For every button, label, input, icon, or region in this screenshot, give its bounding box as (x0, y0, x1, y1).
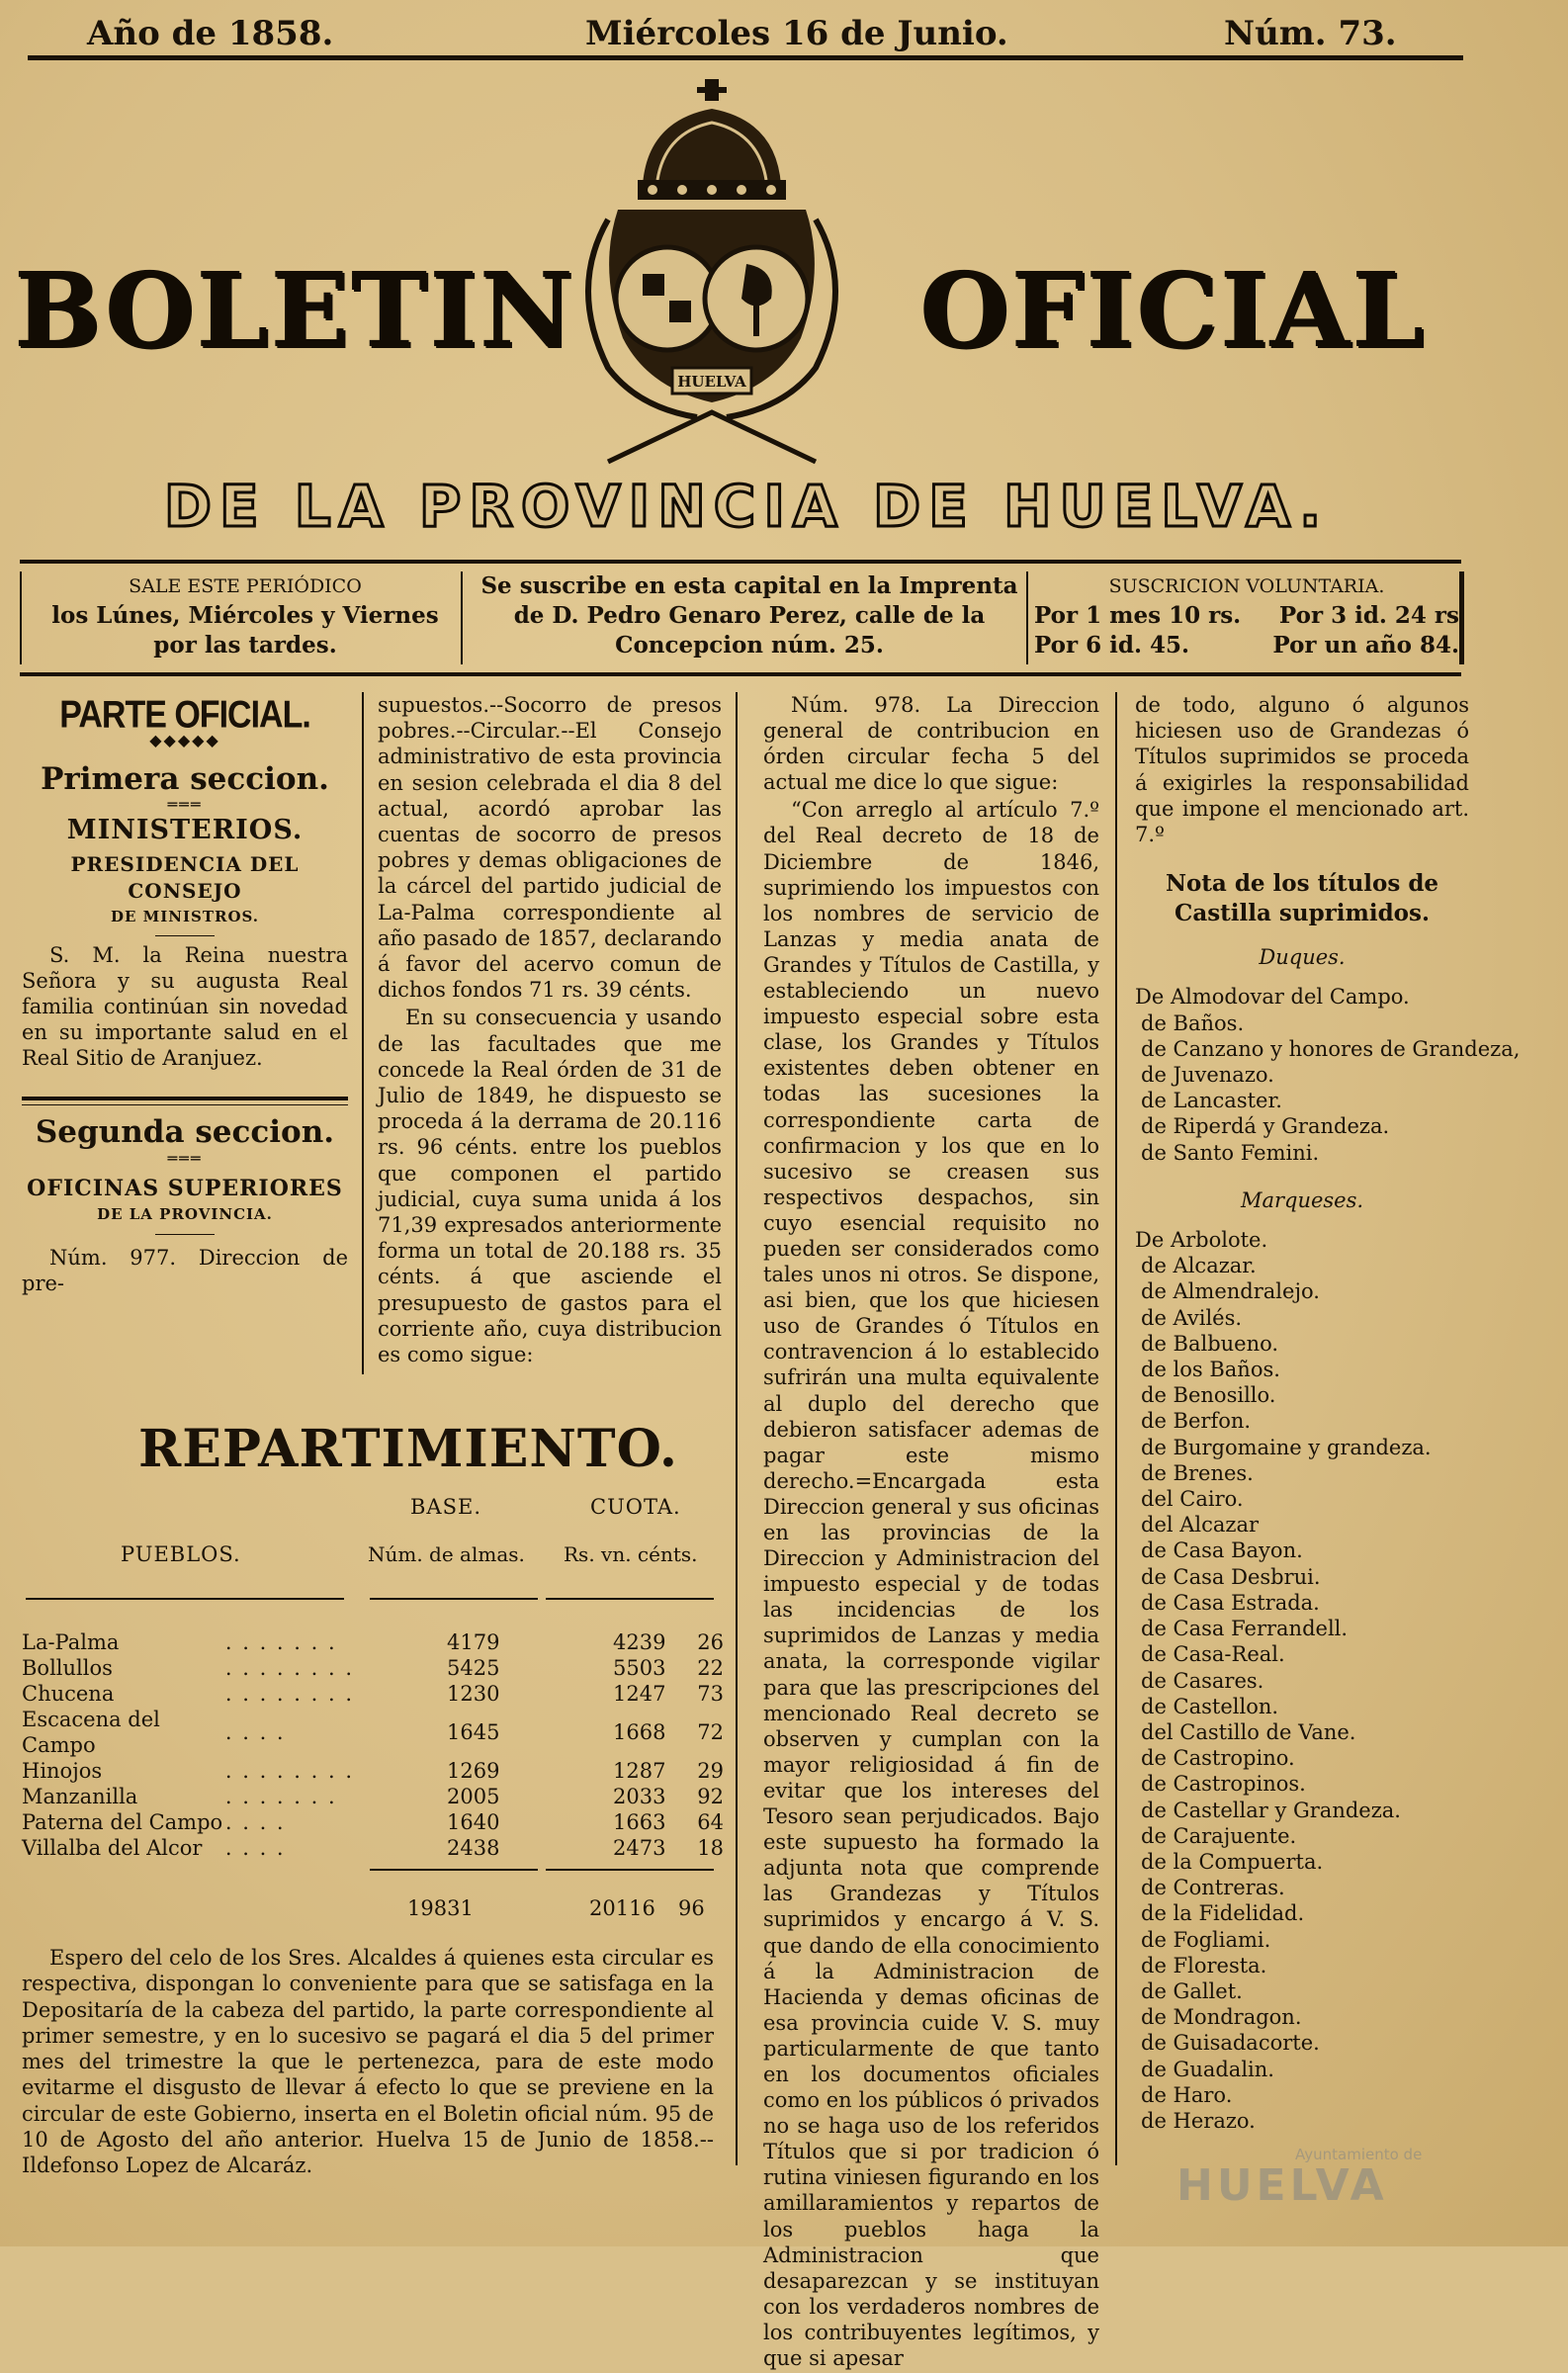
list-item: de Canzano y honores de Grandeza, (1141, 1036, 1521, 1061)
table-row (22, 1707, 724, 1758)
num-978-paragraph: Núm. 978. La Direccion general de contribucion en órden circular fecha 5 del actual me dice lo que sigue: (763, 693, 1099, 795)
duques-list (1135, 984, 1521, 1165)
base-header: BASE. (410, 1495, 481, 1519)
oficinas-heading: OFICINAS SUPERIORES (27, 1175, 343, 1201)
cell-rs: 5503 (613, 1656, 666, 1680)
list-item: de Castropino. (1141, 1746, 1295, 1771)
list-item: de Santo Femini. (1141, 1140, 1320, 1165)
list-item: De Arbolote. (1135, 1228, 1268, 1253)
repartimiento-heading: REPARTIMIENTO. (138, 1419, 678, 1479)
rs-header: Rs. vn. cénts. (564, 1542, 698, 1566)
cell-rs: 1663 (613, 1810, 666, 1834)
coat-of-arms-emblem (549, 71, 875, 467)
header-rule (28, 55, 1463, 60)
subscription-prices: SUSCRICION VOLUNTARIA. Por 1 mes 10 rs. Por 3 id. 24 rs Por 6 id. 45. Por un año 84. (1034, 575, 1459, 659)
list-item: de Castellon. (1141, 1694, 1279, 1718)
cell-cents: 73 (697, 1682, 724, 1706)
list-item: de Casa Bayon. (1141, 1538, 1303, 1563)
cell-cents: 26 (697, 1630, 724, 1654)
list-item: de Balbueno. (1141, 1331, 1279, 1356)
list-item: de Herazo. (1141, 2108, 1256, 2133)
table-row (22, 1681, 724, 1707)
column-3 (763, 692, 1099, 2373)
issue-date: Miércoles 16 de Junio. (585, 14, 1008, 53)
responsibility-paragraph: de todo, alguno ó algunos hiciesen uso de Grandezas ó Títulos suprimidos se proceda á exigirles la responsabilidad que impone el mencionado art. 7.º (1135, 693, 1469, 847)
masthead-subtitle: DE LA PROVINCIA DE HUELVA. (163, 473, 1330, 540)
publication-schedule: SALE ESTE PERIÓDICO los Lúnes, Miércoles y Viernes por las tardes. (51, 575, 439, 659)
list-item: de Berfon. (1141, 1409, 1252, 1434)
table-row (22, 1835, 724, 1861)
cell-cents: 18 (697, 1836, 724, 1860)
subscription-address: Se suscribe en esta capital en la Imprenta de D. Pedro Genaro Perez, calle de la Concepcion núm. 25. (480, 572, 1018, 659)
cell-rs: 1287 (613, 1759, 666, 1783)
list-item: de Riperdá y Grandeza. (1141, 1114, 1390, 1139)
cell-pueblo: Bollullos (22, 1656, 113, 1680)
list-item: de Juvenazo. (1141, 1063, 1274, 1088)
total-cents: 96 (678, 1896, 705, 1920)
list-item: del Castillo de Vane. (1141, 1719, 1356, 1744)
masthead-left: BOLETIN (14, 249, 575, 371)
list-item: del Alcazar (1141, 1513, 1260, 1538)
list-item: de Benosillo. (1141, 1383, 1276, 1408)
column-2 (378, 692, 722, 1369)
list-item: de Casa Estrada. (1141, 1590, 1320, 1615)
issue-year: Año de 1858. (87, 14, 334, 53)
list-item: De Almodovar del Campo. (1135, 985, 1410, 1010)
cell-dots: . . . . (224, 1836, 286, 1860)
cell-almas: 5425 (447, 1656, 500, 1680)
list-item: de Brenes. (1141, 1460, 1254, 1485)
list-item: de Guadalin. (1141, 2057, 1274, 2081)
pueblos-header: PUEBLOS. (121, 1542, 241, 1566)
cell-cents: 64 (697, 1810, 724, 1834)
cell-rs: 2473 (613, 1836, 666, 1860)
cell-dots: . . . . . . . . (224, 1656, 355, 1680)
list-item: de Contreras. (1141, 1876, 1285, 1900)
cell-almas: 1645 (447, 1720, 500, 1744)
issue-number: Núm. 73. (1224, 14, 1397, 53)
marqueses-list (1135, 1227, 1469, 2134)
list-item: de Casa-Real. (1141, 1642, 1285, 1667)
closing-paragraph: Espero del celo de los Sres. Alcaldes á quienes esta circular es respectiva, dispongan lo conveniente para que se satisfaga en la Depositaría de la cabeza del partido, la parte correspondiente al primer semestre, y en lo sucesivo se pagará el dia 5 del primer mes del trimestre la que le pertenezca, para de este modo evitarme el disgusto de llevar á efecto lo que se previene en la circular de este Gobierno, inserta en el Boletin oficial núm. 95 de 10 de Agosto del año anterior. Huelva 15 de Junio de 1858.--Ildefonso Lopez de Alcaráz. (22, 1946, 714, 2178)
ministerios-heading: MINISTERIOS. (66, 815, 304, 846)
list-item: de Alcazar. (1141, 1254, 1257, 1278)
cell-cents: 72 (697, 1720, 724, 1744)
primera-seccion-heading: Primera seccion. (41, 760, 329, 797)
table-row (22, 1655, 724, 1681)
cell-almas: 4179 (447, 1630, 500, 1654)
decree-paragraph: “Con arreglo al artículo 7.º del Real decreto de 18 de Diciembre de 1846, suprimiendo los impuestos con los nombres de servicio de Lanzas y media anata de Grandes y Títulos de Castilla, y estableciendo un nuevo impuesto especial sobre esta clase, los Grandes y Títulos existentes deben obtener en todas las sucesiones la correspondiente carta de confirmacion y los que en lo sucesivo se creasen sus respectivos despachos, sin cuyo esencial requisito no pueden ser considerados como tales unos ni otros. Se dispone, asi bien, que los que hiciesen uso de Grandes ó Títulos en contravencion á lo establecido sufrirán una multa equivalente al duplo del derecho que debieron satisfacer ademas de pagar este mismo derecho.=Encargada esta Direccion general y sus oficinas en las provincias de la Direccion y Administracion del impuesto especial y de todas las incidencias de los suprimidos de Lanzas y media anata, la corresponde vigilar para que las prescripciones del mencionado Real decreto se observen y cumplan con la mayor religiosidad á fin de evitar que los intereses del Tesoro sean perjudicados. Bajo este supuesto ha formado la adjunta nota que comprende las Grandezas y Títulos suprimidos y encargo á V. S. que dando de ella conocimiento á la Administracion de Hacienda y demas oficinas de esa provincia cuide V. S. muy particularmente de que tanto en los documentos oficiales como en los públicos ó privados no se haga uso de los referidos Títulos que si por tradicion ó rutina viniesen figurando en los amillaramientos y repartos de los pueblos haga la Administracion que desaparezcan y se instituyan con los verdaderos nombres de los contribuyentes legítimos, y que si apesar (763, 798, 1099, 2370)
marqueses-heading: Marqueses. (1240, 1187, 1364, 1212)
list-item: de Casa Ferrandell. (1141, 1617, 1349, 1641)
duques-heading: Duques. (1259, 945, 1346, 970)
cell-cents: 22 (697, 1656, 724, 1680)
reina-notice: S. M. la Reina nuestra Señora y su augusta Real familia continúan sin novedad en su importante salud en el Real Sitio de Aranjuez. (22, 943, 348, 1071)
total-almas: 19831 (407, 1896, 474, 1920)
list-item: de Burgomaine y grandeza. (1141, 1435, 1432, 1459)
list-item: de Fogliami. (1141, 1927, 1271, 1952)
segunda-seccion-heading: Segunda seccion. (35, 1114, 335, 1151)
cell-almas: 2438 (447, 1836, 500, 1860)
closing-paragraph-block (22, 1945, 714, 2181)
cuota-header: CUOTA. (590, 1495, 681, 1519)
list-item: de Avilés. (1141, 1305, 1243, 1330)
table-row (22, 1758, 724, 1784)
list-item: de Mondragon. (1141, 2005, 1302, 2030)
cell-pueblo: Paterna del Campo (22, 1810, 223, 1834)
cell-rs: 4239 (613, 1630, 666, 1654)
watermark-caption: Ayuntamiento de (1295, 2146, 1423, 2163)
cell-pueblo: Hinojos (22, 1759, 103, 1783)
cell-cents: 92 (697, 1785, 724, 1808)
table-row (22, 1629, 724, 1655)
almas-header: Núm. de almas. (368, 1542, 525, 1566)
num-977-start: Núm. 977. Direccion de pre- (22, 1245, 348, 1295)
list-item: de Gallet. (1141, 1978, 1243, 2003)
cell-dots: . . . . (224, 1720, 286, 1744)
presidencia-heading: PRESIDENCIA DEL CONSEJO (70, 852, 300, 903)
list-item: de la Compuerta. (1141, 1849, 1324, 1874)
list-item: de Castellar y Grandeza. (1141, 1798, 1401, 1822)
cell-rs: 1247 (613, 1682, 666, 1706)
watermark-huelva: HUELVA (1176, 2160, 1388, 2211)
circular-paragraph-2: En su consecuencia y usando de las facultades que me concede la Real órden de 31 de Julio de 1849, he dispuesto se proceda á la derrama de 20.116 rs. 96 cénts. entre los pueblos que componen el partido judicial, cuya suma unida á los 71,39 expresados anteriormente forma un total de 20.188 rs. 35 cénts. á que asciende el presupuesto de gastos para el corriente año, cuya distribucion es como sigue: (378, 1006, 722, 1367)
list-item: de Floresta. (1141, 1953, 1267, 1978)
cell-dots: . . . . . . . (224, 1630, 337, 1654)
list-item: del Cairo. (1141, 1487, 1244, 1512)
cell-pueblo: La-Palma (22, 1630, 120, 1654)
list-item: de Casa Desbrui. (1141, 1564, 1321, 1589)
cell-pueblo: Chucena (22, 1682, 115, 1706)
crest-ribbon-text: HUELVA (677, 373, 746, 391)
cell-rs: 1668 (613, 1720, 666, 1744)
total-rs: 20116 (589, 1896, 655, 1920)
cell-cents: 29 (697, 1759, 724, 1783)
parte-oficial-heading: PARTE OFICIAL. (59, 693, 310, 737)
cell-dots: . . . . . . . (224, 1785, 337, 1808)
list-item: de Almendralejo. (1141, 1279, 1320, 1304)
list-item: de Castropinos. (1141, 1772, 1306, 1797)
list-item: de Casares. (1141, 1668, 1264, 1693)
column-1: PARTE OFICIAL. ◆◆◆◆◆ Primera seccion. ═══ MINISTERIOS. PRESIDENCIA DEL CONSEJO DE MINISTROS. S. M. la Reina nuestra Señora y su augusta Real familia continúan sin novedad en su importante salud en el Real Sitio de Aranjuez. Segunda seccion. ═══ OFICINAS SUPERIORES DE LA PROVINCIA. Núm. 977. Direccion de pre- (22, 693, 348, 1295)
nota-heading: Nota de los títulos de Castilla suprimidos. (1165, 870, 1439, 927)
cell-pueblo: Escacena del Campo (22, 1708, 160, 1757)
list-item: de Lancaster. (1141, 1089, 1282, 1113)
list-item: de la Fidelidad. (1141, 1901, 1305, 1926)
cell-almas: 1230 (447, 1682, 500, 1706)
column-4 (1135, 692, 1521, 2134)
circular-paragraph-1: supuestos.--Socorro de presos pobres.--Circular.--El Consejo administrativo de esta provincia en sesion celebrada el dia 8 del actual, acordó aprobar las cuentas de socorro de presos pobres y demas obligaciones de la cárcel del partido judicial de La-Palma correspondiente al año pasado de 1857, declarando á favor del acervo comun de dichos fondos 71 rs. 39 cénts. (378, 693, 722, 1003)
cell-almas: 2005 (447, 1785, 500, 1808)
table-row (22, 1784, 724, 1809)
list-item: de Guisadacorte. (1141, 2031, 1320, 2056)
subscription-info-box (20, 560, 1461, 676)
list-item: de Haro. (1141, 2082, 1233, 2107)
cell-dots: . . . . . . . . (224, 1759, 355, 1783)
ornament: ◆◆◆◆◆ (149, 731, 220, 750)
cell-rs: 2033 (613, 1785, 666, 1808)
repartimiento-table (22, 1629, 724, 1861)
list-item: de Baños. (1141, 1011, 1245, 1035)
cell-pueblo: Manzanilla (22, 1785, 138, 1808)
list-item: de los Baños. (1141, 1358, 1280, 1382)
cell-almas: 1269 (447, 1759, 500, 1783)
cell-dots: . . . . . . . . (224, 1682, 355, 1706)
cell-pueblo: Villalba del Alcor (22, 1836, 203, 1860)
table-row (22, 1809, 724, 1835)
masthead-right: OFICIAL (919, 249, 1427, 371)
list-item: de Carajuente. (1141, 1823, 1297, 1848)
cell-dots: . . . . (224, 1810, 286, 1834)
cell-almas: 1640 (447, 1810, 500, 1834)
